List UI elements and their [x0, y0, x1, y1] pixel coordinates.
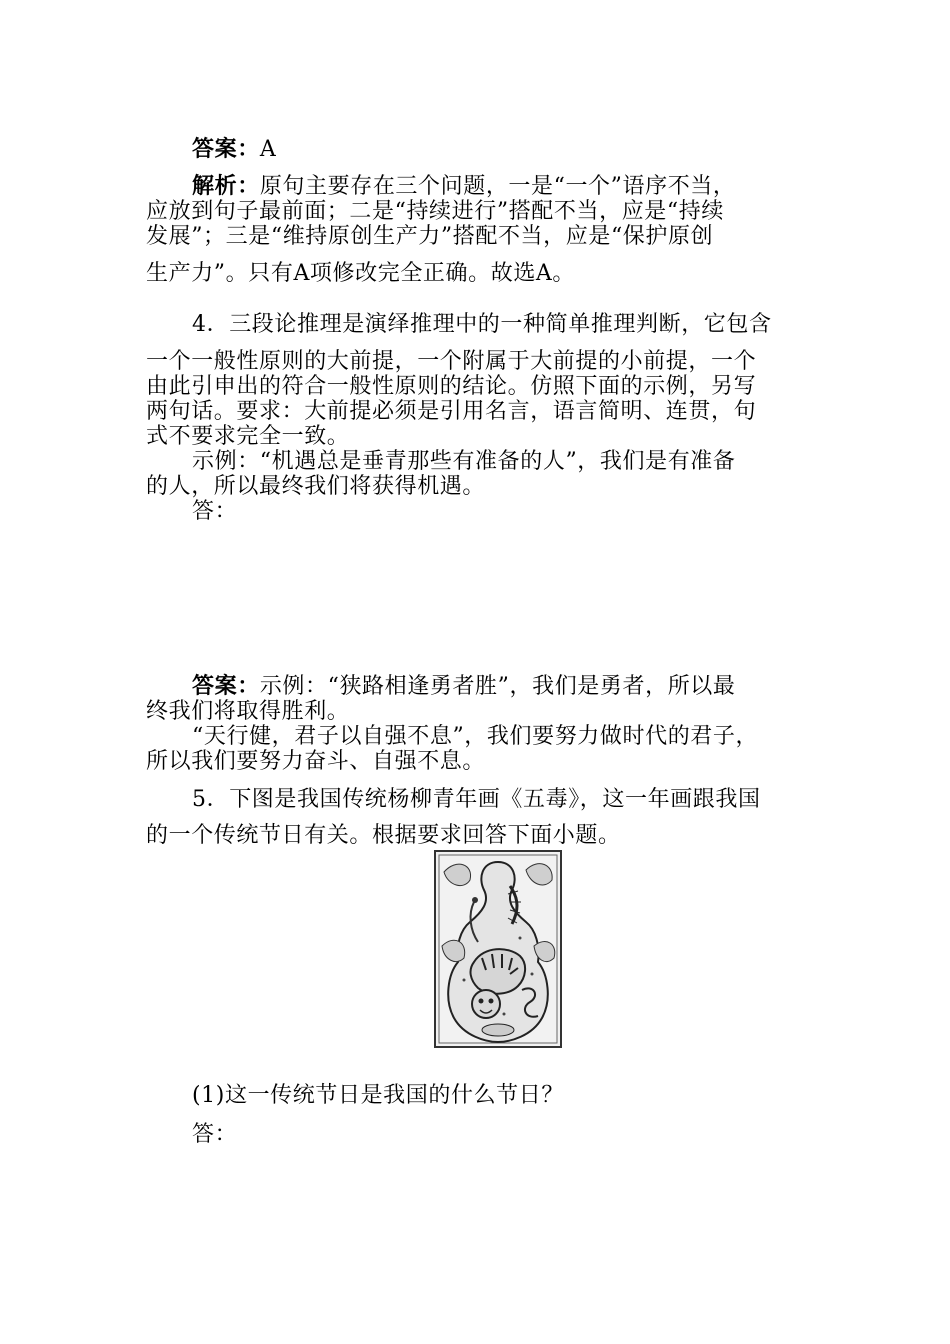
answer-value: A — [259, 137, 277, 162]
example-line: 的人，所以最终我们将获得机遇。 — [146, 474, 486, 499]
example-line: 示例：“机遇总是垂青那些有准备的人”，我们是有准备 — [192, 449, 736, 474]
question5-line: 的一个传统节日有关。根据要求回答下面小题。 — [146, 823, 621, 848]
analysis-line: 生产力”。只有A项修改完全正确。故选A。 — [146, 261, 576, 286]
answer-prompt: 答： — [192, 1122, 238, 1147]
answer-line: 所以我们要努力奋斗、自强不息。 — [146, 749, 486, 774]
question4-line: 式不要求完全一致。 — [146, 424, 350, 449]
answer-line — [192, 137, 862, 163]
answer-text: 示例：“狭路相逢勇者胜”，我们是勇者，所以最 — [259, 674, 736, 699]
answer-line — [192, 674, 862, 700]
question4-line: 两句话。要求：大前提必须是引用名言，语言简明、连贯，句 — [146, 399, 757, 424]
question5-line: 5．下图是我国传统杨柳青年画《五毒》，这一年画跟我国 — [192, 787, 761, 812]
question4-line: 一个一般性原则的大前提，一个附属于大前提的小前提，一个 — [146, 349, 757, 374]
sub-question: (1)这一传统节日是我国的什么节日？ — [192, 1083, 564, 1108]
analysis-line: 应放到句子最前面；二是“持续进行”搭配不当，应是“持续 — [146, 199, 724, 224]
analysis-line: 发展”；三是“维持原创生产力”搭配不当，应是“保护原创 — [146, 224, 714, 249]
analysis-label: 解析： — [192, 174, 260, 199]
analysis-line — [192, 174, 862, 200]
answer-label: 答案： — [192, 137, 260, 162]
question4-line: 由此引申出的符合一般性原则的结论。仿照下面的示例，另写 — [146, 374, 757, 399]
five-poisons-print-image — [434, 850, 562, 1048]
answer-line: “天行健，君子以自强不息”，我们要努力做时代的君子， — [192, 724, 759, 749]
answer-line: 终我们将取得胜利。 — [146, 699, 350, 724]
analysis-text: 原句主要存在三个问题，一是“一个”语序不当， — [259, 174, 736, 199]
answer-prompt: 答： — [192, 499, 238, 524]
question4-line: 4．三段论推理是演绎推理中的一种简单推理判断，它包含 — [192, 312, 772, 337]
answer-label: 答案： — [192, 674, 260, 699]
